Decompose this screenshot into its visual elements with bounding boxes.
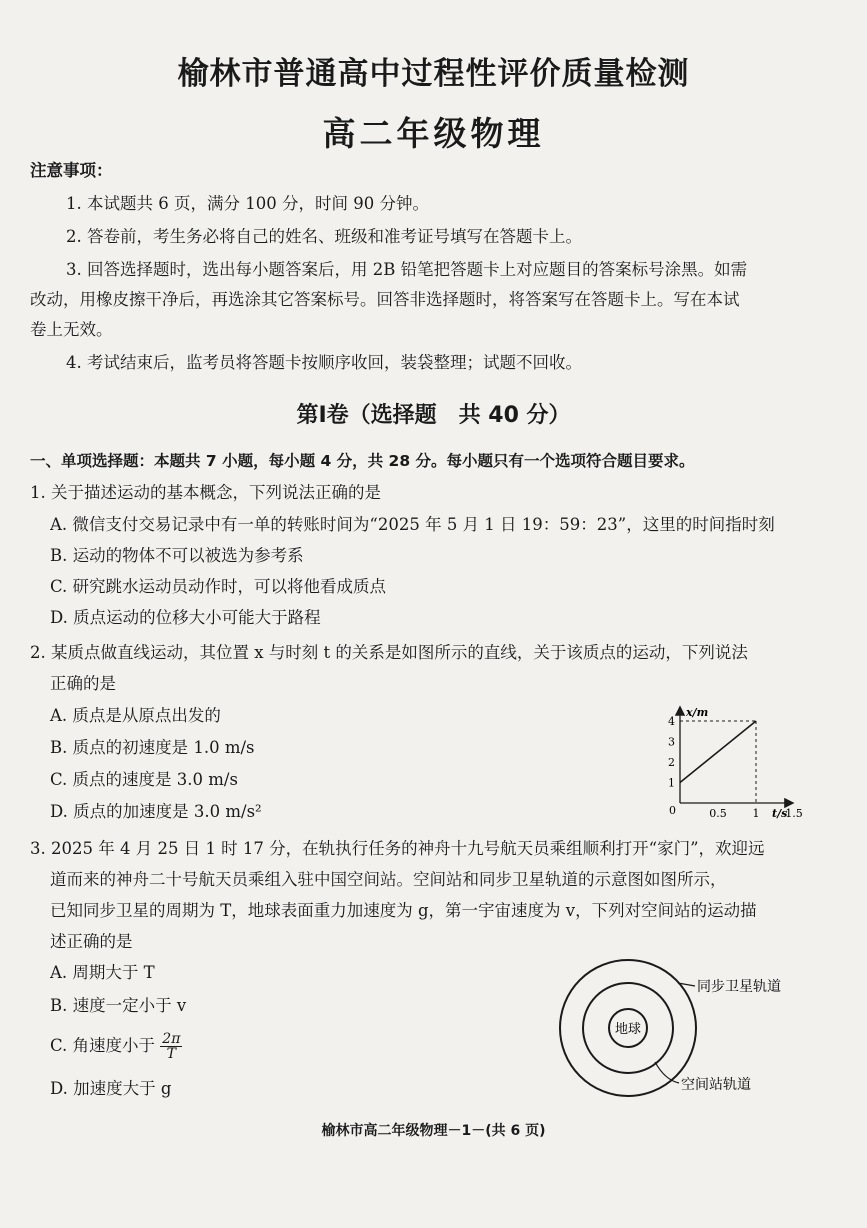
fraction-numerator: 2π xyxy=(162,1031,181,1047)
x-tick-1-5: 1.5 xyxy=(785,807,803,820)
q3-option-c-prefix: C. 角速度小于 xyxy=(50,1036,156,1055)
fraction-denominator: T xyxy=(166,1046,176,1062)
origin-label: 0 xyxy=(669,804,676,817)
q1-option-b: B. 运动的物体不可以被选为参考系 xyxy=(50,546,304,565)
part1-instructions: 一、单项选择题：本题共 7 小题，每小题 4 分，共 28 分。每小题只有一个选项符合题目要求。 xyxy=(30,452,695,470)
two-pi-over-t-fraction xyxy=(160,1032,182,1061)
q3-option-b: B. 速度一定小于 v xyxy=(50,996,187,1015)
q3-stem-line3: 已知同步卫星的周期为 T，地球表面重力加速度为 g，第一宇宙速度为 v，下列对空间站的运动描 xyxy=(50,901,757,920)
q2-xt-graph xyxy=(660,700,803,825)
q3-option-c xyxy=(50,1032,182,1061)
note-item-1: 1. 本试题共 6 页，满分 100 分，时间 90 分钟。 xyxy=(66,194,429,213)
exam-title: 榆林市普通高中过程性评价质量检测 xyxy=(177,56,690,92)
q2-option-a: A. 质点是从原点出发的 xyxy=(50,706,221,725)
y-tick-2: 2 xyxy=(668,756,675,769)
q3-option-d: D. 加速度大于 g xyxy=(50,1079,172,1098)
exam-subtitle: 高二年级物理 xyxy=(322,114,545,153)
position-time-line xyxy=(680,721,756,783)
note-item-4: 4. 考试结束后，监考员将答题卡按顺序收回，装袋整理；试题不回收。 xyxy=(66,353,582,372)
q1-option-c: C. 研究跳水运动员动作时，可以将他看成质点 xyxy=(50,577,387,596)
q3-stem-line4: 述正确的是 xyxy=(50,932,133,951)
q3-orbit-diagram xyxy=(555,960,855,1110)
q2-stem-line2: 正确的是 xyxy=(50,674,116,693)
q3-option-a: A. 周期大于 T xyxy=(50,963,155,982)
y-tick-4: 4 xyxy=(668,715,675,728)
x-axis-label: t/s xyxy=(772,807,788,820)
notes-heading: 注意事项： xyxy=(30,161,113,180)
x-tick-0-5: 0.5 xyxy=(709,807,727,820)
x-tick-1: 1 xyxy=(752,807,760,820)
y-tick-3: 3 xyxy=(668,735,675,749)
earth-label: 地球 xyxy=(614,1022,642,1037)
station-orbit-pointer xyxy=(655,1062,679,1083)
geo-orbit-label: 同步卫星轨道 xyxy=(697,979,781,995)
q2-option-d: D. 质点的加速度是 3.0 m/s² xyxy=(50,802,262,821)
station-orbit-label: 空间站轨道 xyxy=(681,1077,751,1093)
y-tick-1: 1 xyxy=(668,776,675,790)
q2-stem-line1: 2. 某质点做直线运动，其位置 x 与时刻 t 的关系是如图所示的直线，关于该质点的运动，下列说法 xyxy=(30,643,748,662)
q2-option-b: B. 质点的初速度是 1.0 m/s xyxy=(50,738,255,757)
note-item-3-line3: 卷上无效。 xyxy=(30,320,113,339)
note-item-2: 2. 答卷前，考生务必将自己的姓名、班级和准考证号填写在答题卡上。 xyxy=(66,227,582,246)
note-item-3-line2: 改动，用橡皮擦干净后，再选涂其它答案标号。回答非选择题时，将答案写在答题卡上。写在本试 xyxy=(30,290,740,309)
section-title: 第Ⅰ卷（选择题 共 40 分） xyxy=(296,403,571,428)
q3-stem-line1: 3. 2025 年 4 月 25 日 1 时 17 分，在轨执行任务的神舟十九号航天员乘组顺利打开“家门”，欢迎远 xyxy=(30,839,765,858)
q1-option-a: A. 微信支付交易记录中有一单的转账时间为“2025 年 5 月 1 日 19：59：23”，这里的时间指时刻 xyxy=(50,515,775,534)
q1-option-d: D. 质点运动的位移大小可能大于路程 xyxy=(50,608,321,627)
q3-stem-line2: 道而来的神舟二十号航天员乘组入驻中国空间站。空间站和同步卫星轨道的示意图如图所示， xyxy=(50,870,727,889)
note-item-3-line1: 3. 回答选择题时，选出每小题答案后，用 2B 铅笔把答题卡上对应题目的答案标号涂黑。如需 xyxy=(66,260,748,279)
page-footer: 榆林市高二年级物理－1－(共 6 页) xyxy=(321,1123,546,1139)
y-axis-label: x/m xyxy=(686,706,709,719)
q1-stem: 1. 关于描述运动的基本概念，下列说法正确的是 xyxy=(30,483,381,502)
q2-option-c: C. 质点的速度是 3.0 m/s xyxy=(50,770,238,789)
